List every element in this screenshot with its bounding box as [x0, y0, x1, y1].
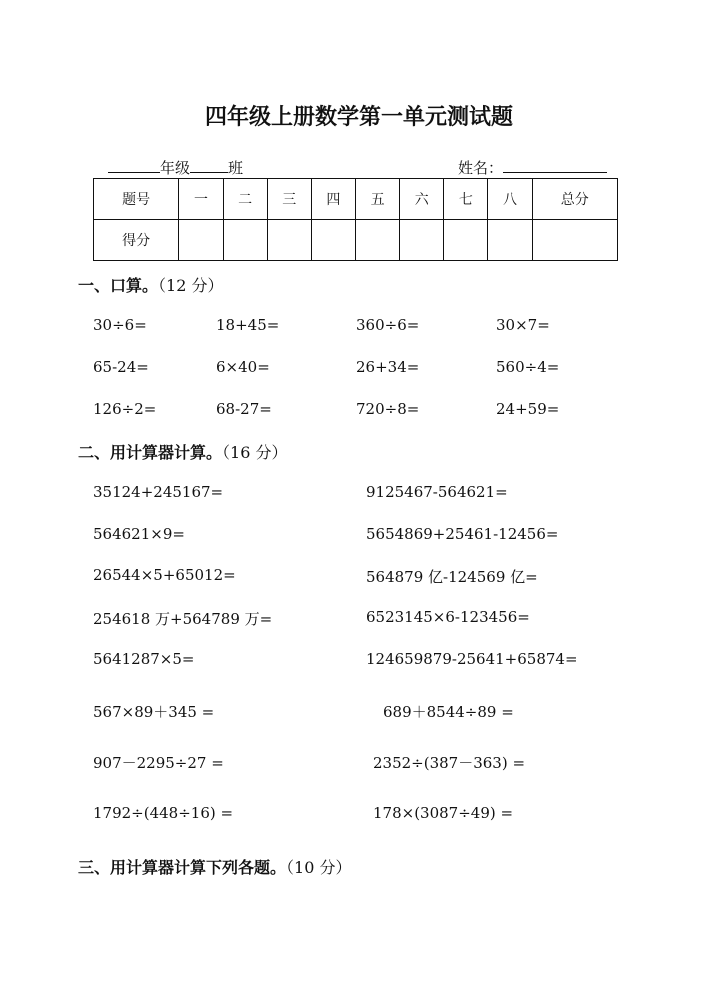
header-cell: 总分: [532, 179, 617, 220]
oral-question: 30÷6=: [93, 316, 147, 334]
score-table: [93, 178, 618, 261]
section3-points: （10 分）: [286, 858, 352, 877]
oral-question: 560÷4=: [496, 358, 560, 376]
section2-heading: [78, 440, 287, 463]
section1-heading: [78, 273, 223, 296]
calculator-question: 9125467-564621=: [366, 483, 508, 501]
grade-class-line: [108, 157, 243, 178]
score-cell[interactable]: [355, 220, 399, 261]
calculator-question: 564879 亿-124569 亿=: [366, 568, 538, 586]
calculator-question: 124659879-25641+65874=: [366, 650, 578, 668]
section2-points: （16 分）: [222, 443, 288, 462]
calculator-question: 6523145×6-123456=: [366, 608, 530, 626]
class-blank[interactable]: [190, 158, 228, 173]
name-line: [458, 157, 607, 178]
calculator-question: 689＋8544÷89 =: [383, 703, 514, 721]
grade-blank[interactable]: [108, 158, 160, 173]
oral-question: 6×40=: [216, 358, 270, 376]
section1-points: （12 分）: [158, 276, 224, 295]
name-label: 姓名：: [458, 159, 504, 177]
calculator-question: 567×89＋345 =: [93, 703, 215, 721]
oral-question: 24+59=: [496, 400, 560, 418]
oral-question: 126÷2=: [93, 400, 157, 418]
oral-question: 30×7=: [496, 316, 550, 334]
calculator-question: 35124+245167=: [93, 483, 224, 501]
header-cell: 一: [179, 179, 223, 220]
score-cell[interactable]: [444, 220, 488, 261]
calculator-question: 254618 万+564789 万=: [93, 610, 273, 628]
score-cell[interactable]: [532, 220, 617, 261]
header-cell: 五: [355, 179, 399, 220]
class-label: 班: [228, 159, 244, 177]
grade-label: 年级: [160, 159, 191, 177]
header-cell: 七: [444, 179, 488, 220]
score-table-score-row: [94, 220, 618, 261]
score-label-cell: 得分: [94, 220, 179, 261]
header-cell: 二: [223, 179, 267, 220]
calculator-question: 907－2295÷27 =: [93, 754, 224, 772]
oral-question: 26+34=: [356, 358, 420, 376]
score-cell[interactable]: [179, 220, 223, 261]
calculator-question: 178×(3087÷49) =: [373, 804, 514, 822]
name-blank[interactable]: [503, 158, 607, 173]
calculator-question: 2352÷(387－363) =: [373, 754, 526, 772]
score-cell[interactable]: [400, 220, 444, 261]
oral-question: 65-24=: [93, 358, 149, 376]
header-cell: 八: [488, 179, 532, 220]
section2-title: 二、用计算器计算。: [78, 443, 223, 462]
section3-title: 三、用计算器计算下列各题。: [78, 858, 287, 877]
score-cell[interactable]: [223, 220, 267, 261]
page-title: 四年级上册数学第一单元测试题: [204, 105, 513, 130]
section3-heading: [78, 855, 351, 878]
calculator-question: 1792÷(448÷16) =: [93, 804, 234, 822]
oral-question: 360÷6=: [356, 316, 420, 334]
header-cell: 六: [400, 179, 444, 220]
score-cell[interactable]: [267, 220, 311, 261]
calculator-question: 26544×5+65012=: [93, 566, 236, 584]
calculator-question: 5654869+25461-12456=: [366, 525, 559, 543]
calculator-question: 564621×9=: [93, 525, 185, 543]
score-cell[interactable]: [311, 220, 355, 261]
header-cell: 三: [267, 179, 311, 220]
header-cell: 题号: [94, 179, 179, 220]
oral-question: 68-27=: [216, 400, 272, 418]
calculator-question: 5641287×5=: [93, 650, 195, 668]
score-cell[interactable]: [488, 220, 532, 261]
section1-title: 一、口算。: [78, 276, 159, 295]
oral-question: 18+45=: [216, 316, 280, 334]
header-cell: 四: [311, 179, 355, 220]
oral-question: 720÷8=: [356, 400, 420, 418]
score-table-header-row: [94, 179, 618, 220]
